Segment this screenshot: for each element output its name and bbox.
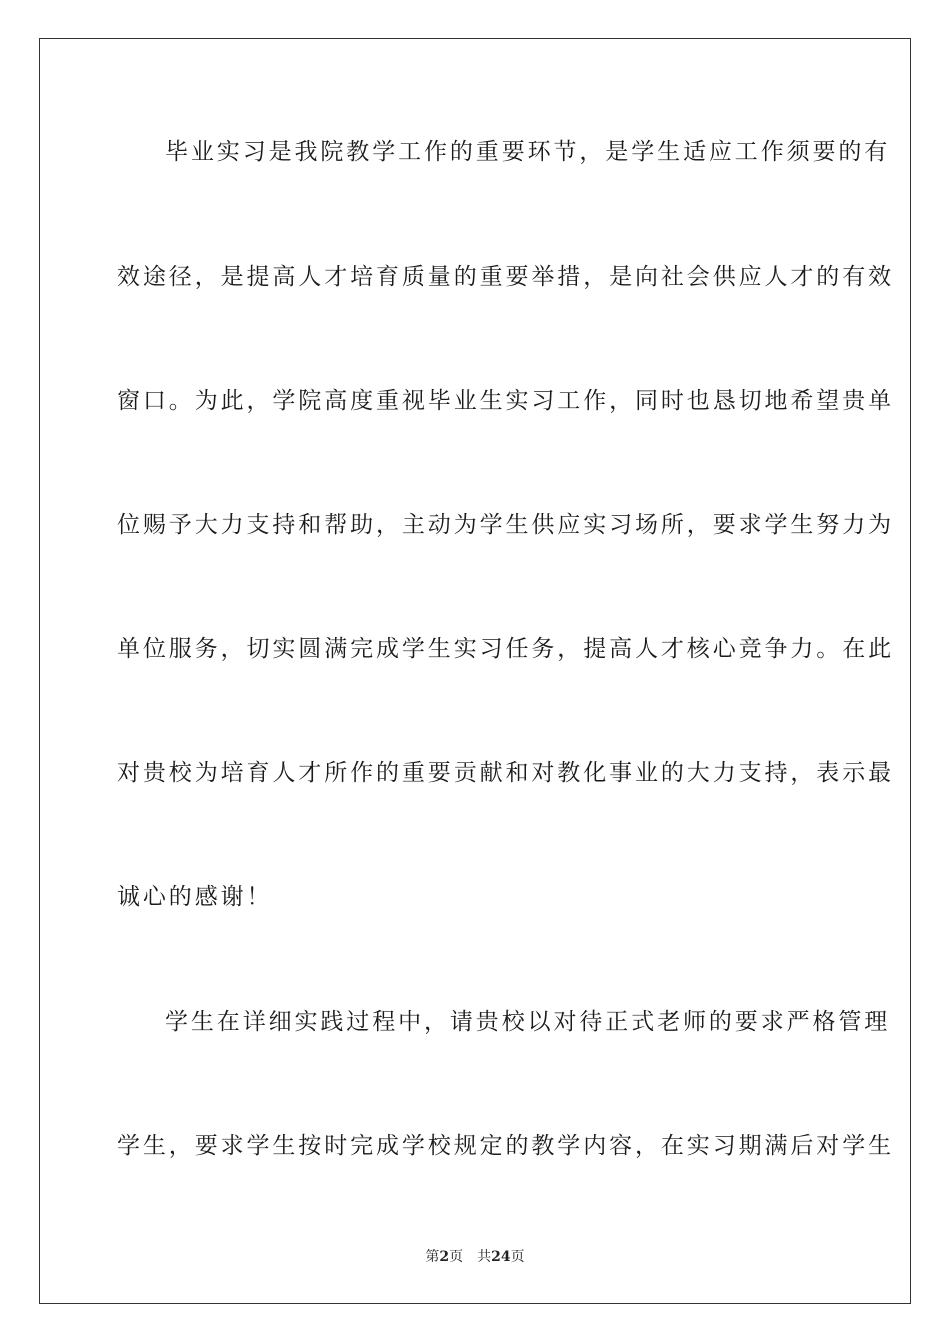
paragraph-2-line-1: 学生在详细实践过程中，请贵校以对待正式老师的要求严格管理 [165, 1009, 891, 1035]
paragraph-1-line-2: 效途径，是提高人才培育质量的重要举措，是向社会供应人才的有效 [117, 264, 894, 290]
paragraph-1-line-5: 单位服务，切实圆满完成学生实习任务，提高人才核心竞争力。在此 [117, 636, 894, 662]
paragraph-1-line-3: 窗口。为此，学院高度重视毕业生实习工作，同时也恳切地希望贵单 [117, 388, 894, 414]
page-prefix: 第 [425, 1249, 440, 1265]
total-suffix: 页 [510, 1249, 525, 1265]
paragraph-1-line-6: 对贵校为培育人才所作的重要贡献和对教化事业的大力支持，表示最 [117, 760, 894, 786]
paragraph-1-line-4: 位赐予大力支持和帮助，主动为学生供应实习场所，要求学生努力为 [117, 512, 894, 538]
page-number: 2 [439, 1249, 450, 1265]
paragraph-2-line-2: 学生，要求学生按时完成学校规定的教学内容，在实习期满后对学生 [117, 1133, 894, 1159]
page-suffix: 页 [449, 1249, 464, 1265]
paragraph-1-line-7: 诚心的感谢！ [117, 884, 273, 910]
page-frame [39, 38, 911, 1304]
page-footer [0, 1248, 950, 1266]
total-pages: 24 [491, 1249, 511, 1265]
paragraph-1-line-1: 毕业实习是我院教学工作的重要环节，是学生适应工作须要的有 [165, 139, 891, 165]
total-prefix: 共 [477, 1249, 492, 1265]
